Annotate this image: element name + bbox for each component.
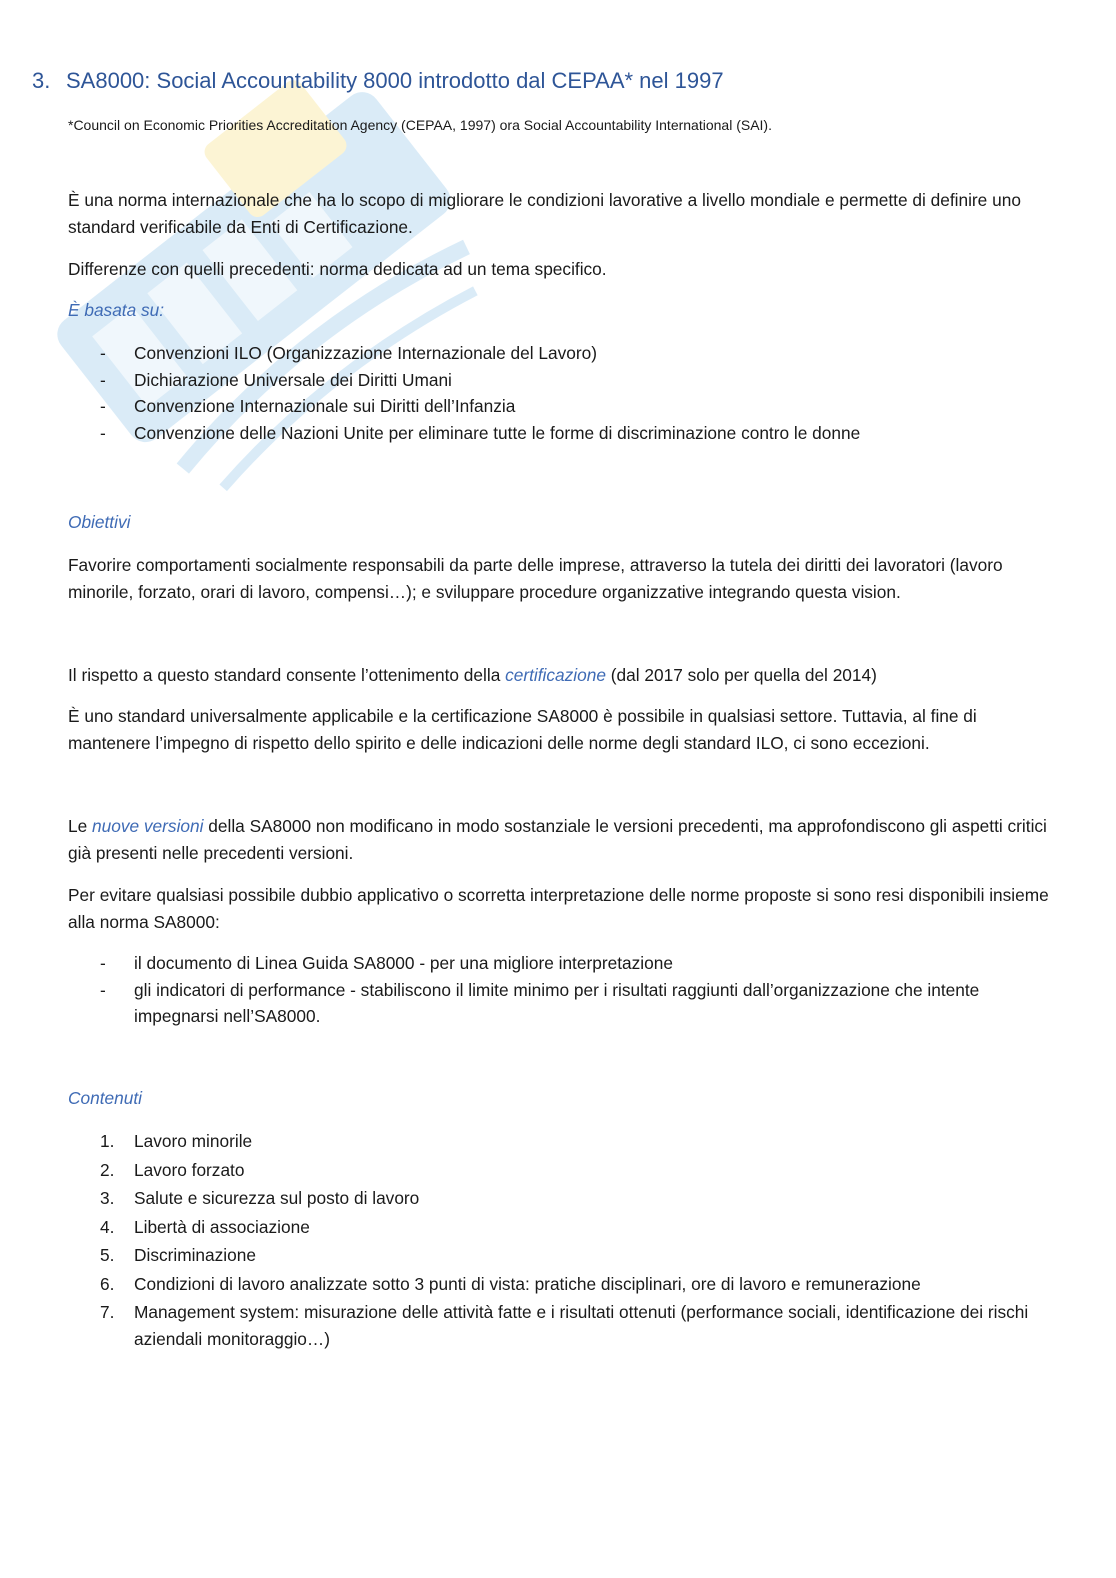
list-item: 7. Management system: misurazione delle attività fatte e i risultati ottenuti (performance sociali, identificazione dei rischi aziendali monitoraggio…)	[100, 1301, 1029, 1349]
basata-list	[100, 340, 1060, 447]
differences-paragraph: Differenze con quelli precedenti: norma dedicata ad un tema specifico.	[68, 259, 607, 279]
list-item: - Convenzione Internazionale sui Diritti dell’Infanzia	[100, 396, 516, 417]
intro-paragraph: È una norma internazionale che ha lo scopo di migliorare le condizioni lavorative a livello mondiale e permette di definire uno standard verificabile da Enti di Certificazione.	[68, 190, 1021, 237]
list-item: - gli indicatori di performance - stabiliscono il limite minimo per i risultati raggiunti dall’organizzazione che intente impegnarsi nell’SA8000.	[100, 979, 980, 1027]
list-item: - Convenzioni ILO (Organizzazione Internazionale del Lavoro)	[100, 343, 598, 363]
obiettivi-paragraph: Favorire comportamenti socialmente responsabili da parte delle imprese, attraverso la tutela dei diritti dei lavoratori (lavoro minorile, forzato, orari di lavoro, compensi…); e sviluppare procedure organizzative integrando questa vision.	[68, 555, 1003, 602]
basata-su-subheading: È basata su:	[68, 300, 165, 320]
documenti-list	[100, 950, 1060, 1030]
nuove-versioni-paragraph: Le nuove versioni della SA8000 non modificano in modo sostanziale le versioni precedenti, ma approfondiscono gli aspetti critici già presenti nelle precedenti versioni.	[68, 816, 1047, 863]
contenuti-list	[100, 1127, 1060, 1353]
list-item: 2. Lavoro forzato	[100, 1159, 245, 1180]
list-item: - Convenzione delle Nazioni Unite per eliminare tutte le forme di discriminazione contro le donne	[100, 423, 861, 444]
list-item: - Dichiarazione Universale dei Diritti Umani	[100, 369, 452, 390]
universale-paragraph: È uno standard universalmente applicabile e la certificazione SA8000 è possibile in qualsiasi settore. Tuttavia, al fine di mantenere l’impegno di rispetto dello spirito e delle indicazioni delle norme degli standard ILO, ci sono eccezioni.	[68, 706, 977, 753]
certificazione-link-text: certificazione	[505, 665, 606, 685]
section-heading	[32, 68, 724, 94]
section-title: SA8000: Social Accountability 8000 introdotto dal CEPAA* nel 1997	[66, 68, 724, 93]
list-item: 3. Salute e sicurezza sul posto di lavoro	[100, 1188, 420, 1209]
dubbio-paragraph: Per evitare qualsiasi possibile dubbio applicativo o scorretta interpretazione delle norme proposte si sono resi disponibili insieme alla norma SA8000:	[68, 885, 1049, 932]
footnote: *Council on Economic Priorities Accreditation Agency (CEPAA, 1997) ora Social Accountability International (SAI).	[68, 117, 772, 133]
list-item: - il documento di Linea Guida SA8000 - per una migliore interpretazione	[100, 953, 673, 973]
list-item: 5. Discriminazione	[100, 1245, 256, 1266]
contenuti-subheading: Contenuti	[68, 1088, 142, 1108]
nuove-versioni-text: nuove versioni	[92, 816, 204, 836]
list-item: 1. Lavoro minorile	[100, 1131, 253, 1151]
list-item: 4. Libertà di associazione	[100, 1216, 310, 1237]
obiettivi-subheading: Obiettivi	[68, 512, 131, 532]
section-number: 3.	[32, 68, 51, 93]
certificazione-paragraph: Il rispetto a questo standard consente l’ottenimento della certificazione (dal 2017 solo per quella del 2014)	[68, 665, 877, 685]
list-item: 6. Condizioni di lavoro analizzate sotto 3 punti di vista: pratiche disciplinari, ore di lavoro e remunerazione	[100, 1273, 921, 1294]
